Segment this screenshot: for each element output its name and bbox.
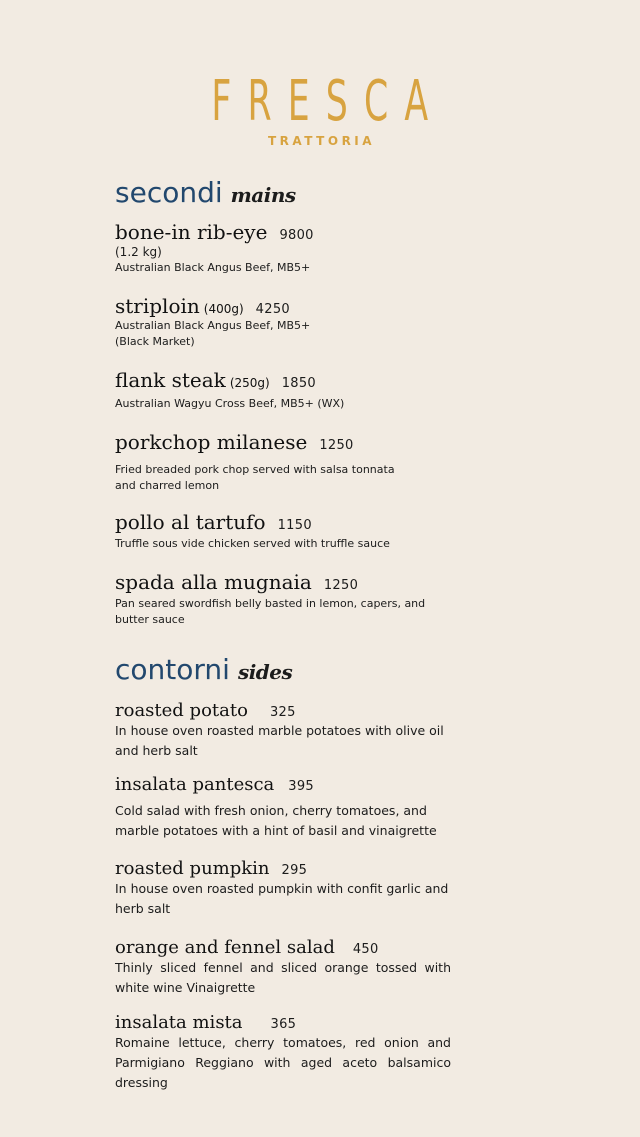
item-name: pollo al tartufo xyxy=(115,510,266,534)
menu-item xyxy=(115,700,451,761)
menu-item xyxy=(115,1012,451,1093)
item-description: Cold salad with fresh onion, cherry tomatoes, and marble potatoes with a hint of basil and vinaigrette xyxy=(115,803,437,838)
menu-item xyxy=(115,368,451,412)
item-price: 1850 xyxy=(281,376,316,391)
item-name: bone-in rib-eye xyxy=(115,220,268,244)
item-description: Fried breaded pork chop served with salsa tonnata and charred lemon xyxy=(115,463,395,492)
item-name: spada alla mugnaia xyxy=(115,570,312,594)
item-price: 1250 xyxy=(323,578,359,593)
item-name: porkchop milanese xyxy=(115,430,308,454)
item-name: insalata mista xyxy=(115,1012,243,1033)
item-price: 450 xyxy=(352,942,379,957)
item-description: Pan seared swordfish belly basted in lemon, capers, and butter sauce xyxy=(115,597,426,626)
menu-item xyxy=(115,570,451,628)
item-description: Australian Black Angus Beef, MB5+ xyxy=(115,261,311,274)
menu-item xyxy=(115,430,451,494)
section-title: contorni xyxy=(115,653,230,686)
item-description-note: (Black Market) xyxy=(115,335,195,348)
section-script-label: sides xyxy=(237,660,293,684)
item-description: In house oven roasted marble potatoes with olive oil and herb salt xyxy=(115,723,444,758)
item-weight: (1.2 kg) xyxy=(115,245,162,259)
item-description: In house oven roasted pumpkin with confit garlic and herb salt xyxy=(115,881,449,916)
restaurant-logo xyxy=(0,69,640,148)
item-weight: (250g) xyxy=(229,376,270,390)
menu-item xyxy=(115,937,451,998)
item-price: 9800 xyxy=(279,228,314,243)
item-price: 325 xyxy=(269,705,296,720)
item-price: 395 xyxy=(288,779,314,794)
logo-subtitle: TRATTORIA xyxy=(267,134,376,148)
logo-wordmark: FRESCA xyxy=(211,69,445,134)
section-title: secondi xyxy=(115,176,223,209)
item-name: roasted pumpkin xyxy=(115,858,270,879)
menu-item xyxy=(115,294,451,350)
item-price: 365 xyxy=(270,1017,297,1032)
menu-item xyxy=(115,774,451,841)
item-price: 1250 xyxy=(319,438,354,453)
item-description: Romaine lettuce, cherry tomatoes, red onion and Parmigiano Reggiano with aged aceto balsamico dressing xyxy=(115,1035,451,1090)
item-name: insalata pantesca xyxy=(115,774,275,795)
section-heading-secondi xyxy=(115,176,296,209)
item-price: 4250 xyxy=(255,302,290,317)
item-price: 295 xyxy=(281,863,308,878)
menu-item xyxy=(115,220,451,276)
item-description: Truffle sous vide chicken served with truffle sauce xyxy=(115,537,390,550)
item-name: flank steak xyxy=(115,368,226,392)
item-description: Australian Black Angus Beef, MB5+ xyxy=(115,319,311,332)
section-heading-contorni xyxy=(115,653,292,686)
item-name: orange and fennel salad xyxy=(115,937,335,958)
item-weight: (400g) xyxy=(203,302,244,316)
item-description: Thinly sliced fennel and sliced orange tossed with white wine Vinaigrette xyxy=(115,960,451,995)
menu-item xyxy=(115,510,451,552)
item-name: striploin xyxy=(115,294,200,318)
item-description: Australian Wagyu Cross Beef, MB5+ (WX) xyxy=(115,397,345,410)
section-script-label: mains xyxy=(230,183,296,207)
menu-item xyxy=(115,858,451,919)
item-price: 1150 xyxy=(277,518,312,533)
item-name: roasted potato xyxy=(115,700,248,721)
